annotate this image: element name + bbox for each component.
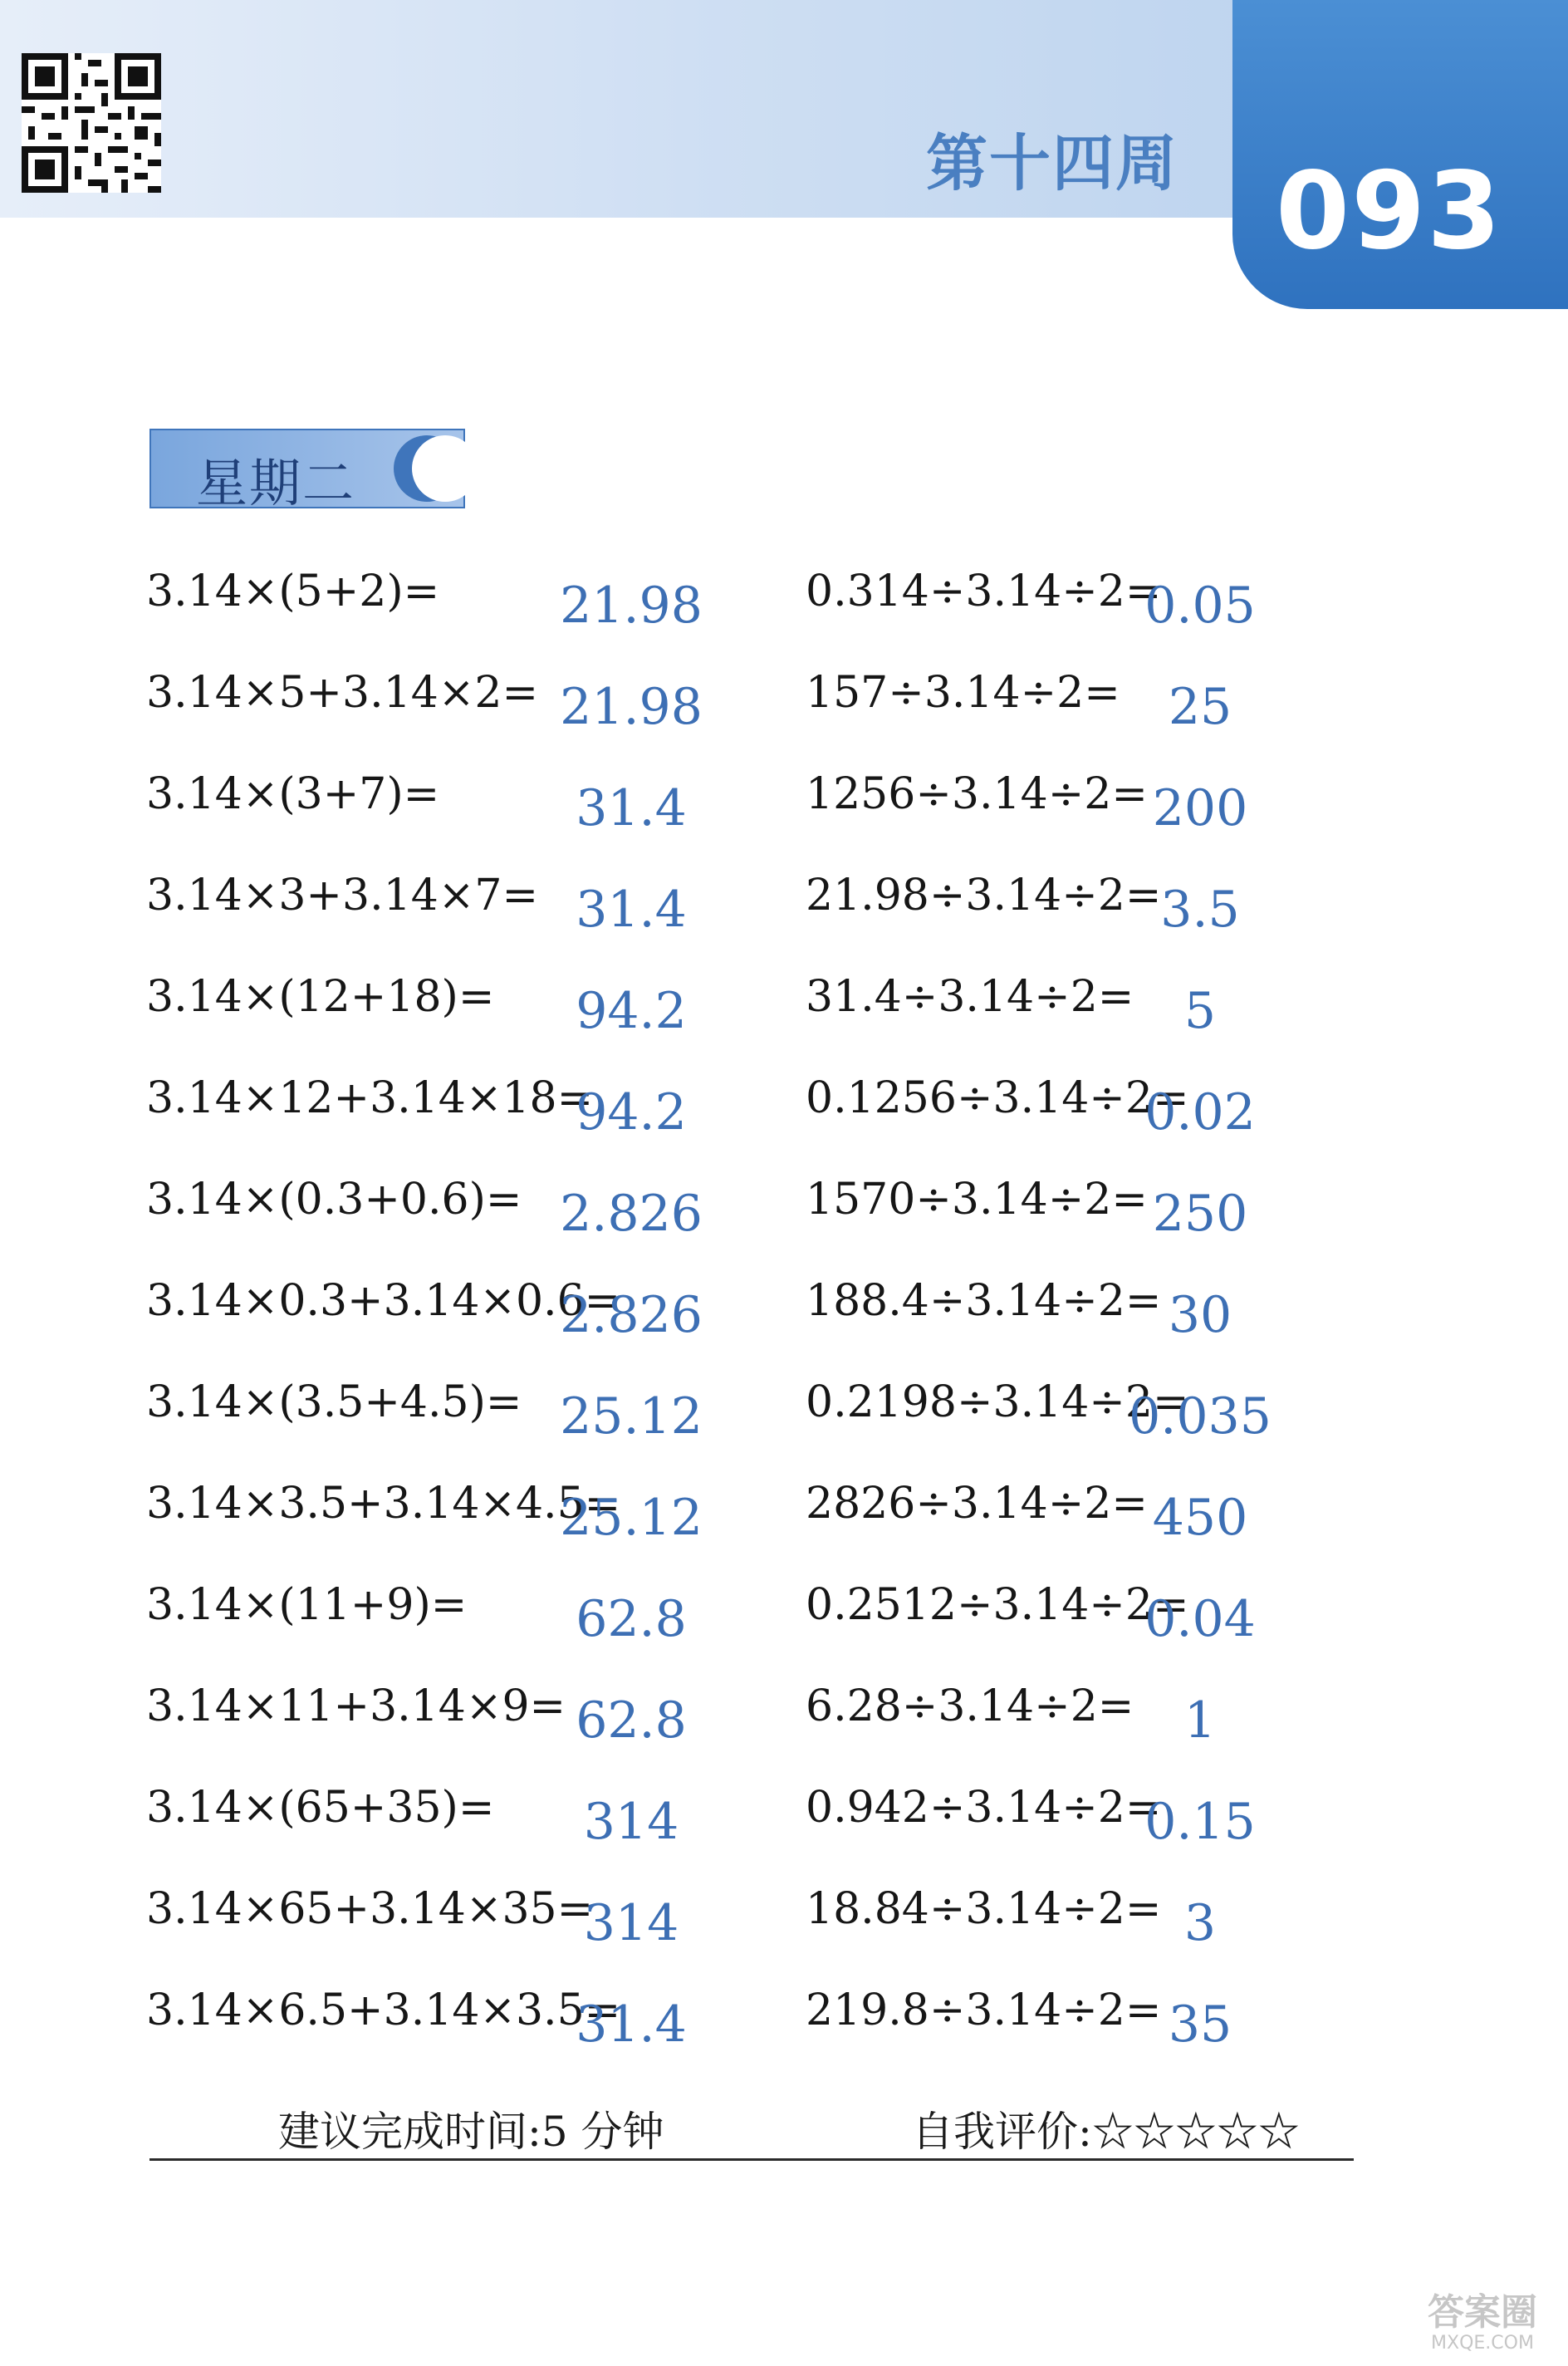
problem-answer[interactable]: 0.05 [1144, 577, 1256, 635]
problem-answer[interactable]: 30 [1168, 1286, 1232, 1344]
problem-expression: 1570÷3.14÷2= [806, 1175, 1148, 1225]
problem-expression: 3.14×65+3.14×35= [146, 1884, 594, 1934]
problem-row [0, 871, 1568, 972]
problem-expression: 3.14×(11+9)= [146, 1580, 468, 1630]
problem-answer[interactable]: 21.98 [560, 577, 703, 635]
problem-expression: 3.14×3.5+3.14×4.5= [146, 1479, 621, 1529]
problem-expression: 3.14×6.5+3.14×3.5= [146, 1986, 621, 2035]
problem-answer[interactable]: 0.02 [1144, 1083, 1256, 1141]
problem-answer[interactable]: 94.2 [576, 982, 687, 1040]
problem-row [0, 972, 1568, 1073]
problem-answer[interactable]: 94.2 [576, 1083, 687, 1141]
problem-row [0, 1276, 1568, 1377]
problem-row [0, 1377, 1568, 1479]
problem-expression: 219.8÷3.14÷2= [806, 1986, 1162, 2035]
problem-answer[interactable]: 25 [1168, 678, 1232, 736]
problem-row [0, 1783, 1568, 1884]
self-evaluation-rating[interactable]: 自我评价:☆☆☆☆☆ [912, 2108, 1300, 2156]
problem-row [0, 1884, 1568, 1986]
problem-answer[interactable]: 0.15 [1144, 1793, 1256, 1851]
problem-answer[interactable]: 450 [1152, 1489, 1248, 1547]
day-label: 星期二 [196, 453, 356, 513]
problem-expression: 3.14×(3.5+4.5)= [146, 1377, 522, 1427]
problem-expression: 0.2512÷3.14÷2= [806, 1580, 1189, 1630]
problem-answer[interactable]: 31.4 [576, 881, 687, 939]
problem-answer[interactable]: 31.4 [576, 1995, 687, 2054]
problem-row [0, 1580, 1568, 1681]
problem-answer[interactable]: 2.826 [560, 1185, 703, 1243]
problem-row [0, 1073, 1568, 1175]
page-number: 093 [1276, 150, 1503, 273]
problem-expression: 21.98÷3.14÷2= [806, 871, 1162, 920]
problem-answer[interactable]: 62.8 [576, 1590, 687, 1648]
problem-answer[interactable]: 0.04 [1144, 1590, 1256, 1648]
problem-expression: 0.942÷3.14÷2= [806, 1783, 1162, 1833]
problem-answer[interactable]: 314 [583, 1894, 679, 1952]
problem-expression: 188.4÷3.14÷2= [806, 1276, 1162, 1326]
problem-answer[interactable]: 200 [1152, 779, 1248, 837]
problem-answer[interactable]: 250 [1152, 1185, 1248, 1243]
problem-expression: 0.2198÷3.14÷2= [806, 1377, 1189, 1427]
problem-answer[interactable]: 62.8 [576, 1691, 687, 1750]
problem-answer[interactable]: 3 [1183, 1894, 1217, 1952]
problem-answer[interactable]: 314 [583, 1793, 679, 1851]
suggested-time-label: 建议完成时间:5 分钟 [278, 2108, 664, 2156]
problem-expression: 3.14×(5+2)= [146, 567, 440, 616]
problem-row [0, 567, 1568, 668]
problem-expression: 3.14×(3+7)= [146, 769, 440, 819]
problem-expression: 1256÷3.14÷2= [806, 769, 1148, 819]
problem-answer[interactable]: 5 [1183, 982, 1217, 1040]
watermark-logo [1412, 2293, 1553, 2354]
problem-expression: 3.14×12+3.14×18= [146, 1073, 594, 1123]
problem-row [0, 769, 1568, 871]
problem-expression: 2826÷3.14÷2= [806, 1479, 1148, 1529]
problem-expression: 3.14×(12+18)= [146, 972, 495, 1022]
problem-answer[interactable]: 25.12 [560, 1489, 703, 1547]
watermark-url: MXQE.COM [1431, 2333, 1534, 2354]
footer [149, 2098, 1354, 2161]
problem-expression: 18.84÷3.14÷2= [806, 1884, 1162, 1934]
problem-answer[interactable]: 3.5 [1160, 881, 1240, 939]
problem-answer[interactable]: 21.98 [560, 678, 703, 736]
problem-expression: 3.14×3+3.14×7= [146, 871, 539, 920]
problem-row [0, 1986, 1568, 2087]
problem-expression: 3.14×0.3+3.14×0.6= [146, 1276, 621, 1326]
problem-expression: 0.1256÷3.14÷2= [806, 1073, 1189, 1123]
problem-expression: 3.14×(0.3+0.6)= [146, 1175, 522, 1225]
problem-answer[interactable]: 25.12 [560, 1387, 703, 1446]
problem-expression: 3.14×5+3.14×2= [146, 668, 539, 718]
problem-expression: 157÷3.14÷2= [806, 668, 1120, 718]
problem-row [0, 1479, 1568, 1580]
problem-answer[interactable]: 1 [1183, 1691, 1217, 1750]
problem-answer[interactable]: 31.4 [576, 779, 687, 837]
week-title: 第十四周 [926, 128, 1178, 199]
watermark-text: 答案圈 [1428, 2291, 1537, 2334]
problem-expression: 31.4÷3.14÷2= [806, 972, 1134, 1022]
problem-answer[interactable]: 2.826 [560, 1286, 703, 1344]
problem-answer[interactable]: 0.035 [1129, 1387, 1272, 1446]
problem-expression: 0.314÷3.14÷2= [806, 567, 1162, 616]
problem-answer[interactable]: 35 [1168, 1995, 1232, 2054]
problem-expression: 3.14×(65+35)= [146, 1783, 495, 1833]
problem-expression: 3.14×11+3.14×9= [146, 1681, 566, 1731]
problem-row [0, 1681, 1568, 1783]
problem-expression: 6.28÷3.14÷2= [806, 1681, 1134, 1731]
problem-row [0, 1175, 1568, 1276]
problem-row [0, 668, 1568, 769]
